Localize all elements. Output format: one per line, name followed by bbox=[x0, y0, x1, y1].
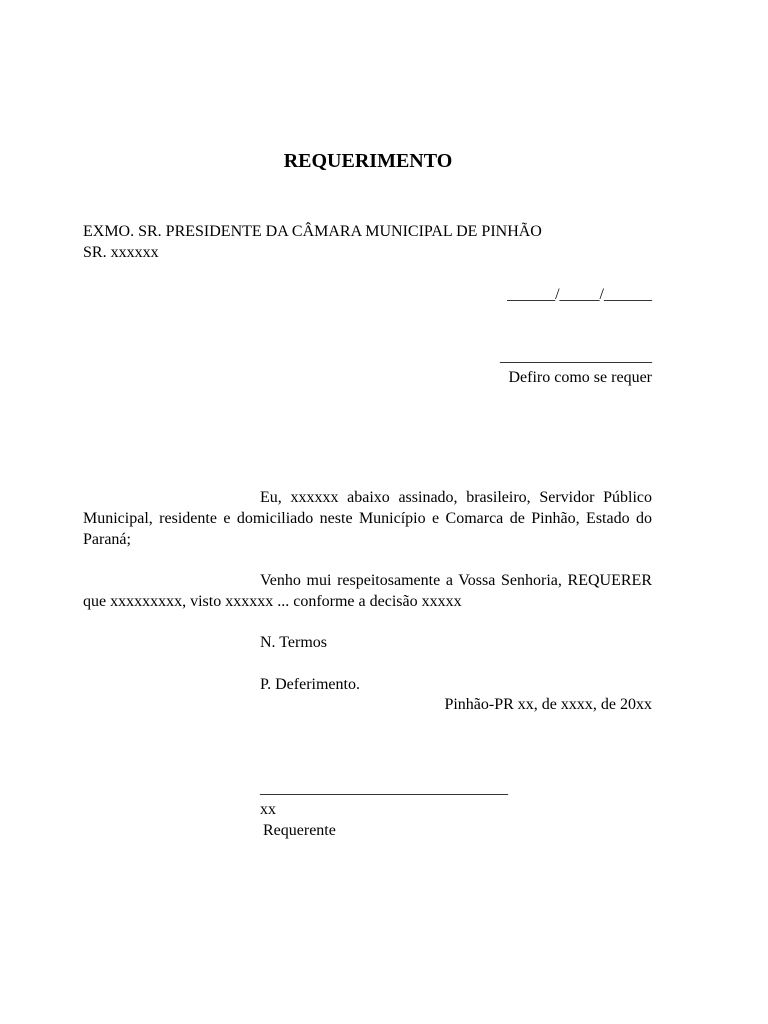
closing-deferimento: P. Deferimento. bbox=[260, 676, 360, 693]
signer-role: Requerente bbox=[263, 822, 336, 839]
paragraph-request: Venho mui respeitosamente a Vossa Senhoria, REQUERER que xxxxxxxxx, visto xxxxxx ... conforme a decisão xxxxx bbox=[83, 572, 652, 610]
addressee-line-2: SR. xxxxxx bbox=[83, 244, 159, 261]
approval-text: Defiro como se requer bbox=[508, 369, 652, 386]
place-date: Pinhão-PR xx, de xxxx, de 20xx bbox=[444, 696, 652, 713]
addressee-line-1: EXMO. SR. PRESIDENTE DA CÂMARA MUNICIPAL DE PINHÃO bbox=[83, 223, 542, 240]
document-title: REQUERIMENTO bbox=[283, 150, 453, 172]
closing-n-termos: N. Termos bbox=[260, 634, 328, 651]
signer-name: xx bbox=[260, 801, 276, 818]
paragraph-identification: Eu, xxxxxx abaixo assinado, brasileiro, Servidor Público Municipal, residente e domiciliado neste Município e Comarca de Pinhão, Estado do Paraná; bbox=[83, 489, 652, 548]
signature-line: _______________________________ bbox=[260, 780, 508, 797]
approval-signature-line: ___________________ bbox=[500, 348, 652, 365]
date-blank: ______/_____/______ bbox=[507, 286, 652, 303]
